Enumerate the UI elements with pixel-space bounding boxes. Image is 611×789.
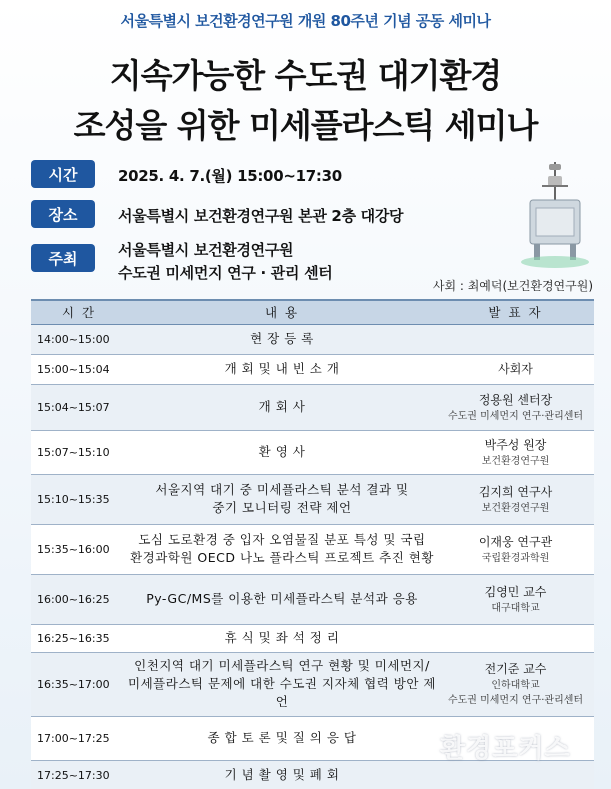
air-monitoring-station-icon <box>520 160 590 270</box>
speaker-name: 이재웅 연구관 <box>478 534 553 549</box>
row-speaker <box>437 652 594 716</box>
speaker-name: 김영민 교수 <box>484 584 547 599</box>
seminar-title-line2: 조성을 위한 미세플라스틱 세미나 <box>73 106 538 145</box>
row-content <box>127 430 437 474</box>
speaker-name: 전기준 교수 <box>484 662 547 676</box>
row-content <box>127 524 437 574</box>
row-content-line1: 개 회 사 <box>258 398 306 414</box>
row-speaker <box>437 384 594 430</box>
header-time: 시 간 <box>31 300 127 324</box>
row-content-line2: 환경과학원 OECD 나노 플라스틱 프로젝트 추진 현황 <box>130 550 434 565</box>
row-content-line2: 중기 모니터링 전략 제언 <box>212 500 352 515</box>
speaker-affiliation: 인하대학교 <box>491 680 540 691</box>
row-time: 16:35~17:00 <box>31 652 127 716</box>
schedule-table <box>31 299 594 789</box>
row-speaker <box>437 324 594 354</box>
time-label: 시간 <box>31 160 95 188</box>
seminar-title-line1: 지속가능한 수도권 대기환경 <box>109 56 502 95</box>
row-content <box>127 652 437 716</box>
row-content <box>127 354 437 384</box>
table-row <box>31 624 594 652</box>
table-row <box>31 384 594 430</box>
table-row <box>31 652 594 716</box>
moderator-note: 사회 : 최예덕(보건환경연구원) <box>432 279 593 293</box>
speaker-name: 정용원 센터장 <box>478 392 553 407</box>
row-content <box>127 324 437 354</box>
table-row <box>31 574 594 624</box>
watermark-logo: 환경포커스 <box>440 734 571 764</box>
row-content-line1: 종 합 토 론 및 질 의 응 답 <box>207 729 357 745</box>
row-time: 15:10~15:35 <box>31 474 127 524</box>
row-content <box>127 574 437 624</box>
speaker-affiliation-2: 수도권 미세먼지 연구·관리센터 <box>447 695 584 706</box>
row-time: 15:35~16:00 <box>31 524 127 574</box>
speaker-affiliation: 보건환경연구원 <box>481 455 550 467</box>
row-content-line2: 미세플라스틱 문제에 대한 수도권 지자체 협력 방안 제언 <box>128 675 436 710</box>
row-time: 16:25~16:35 <box>31 624 127 652</box>
row-content-line1: 휴 식 및 좌 석 정 리 <box>224 629 340 645</box>
row-content-line1: 기 념 촬 영 및 폐 회 <box>224 766 340 782</box>
row-speaker <box>437 574 594 624</box>
row-time: 15:04~15:07 <box>31 384 127 430</box>
table-row <box>31 524 594 574</box>
row-speaker <box>437 474 594 524</box>
speaker-name: 사회자 <box>498 362 533 376</box>
row-time: 17:00~17:25 <box>31 716 127 760</box>
speaker-affiliation: 대구대학교 <box>491 602 540 614</box>
row-content <box>127 624 437 652</box>
speaker-name: 김지희 연구사 <box>478 484 553 499</box>
row-content-line1: 인천지역 대기 미세플라스틱 연구 현황 및 미세먼지/ <box>134 657 430 673</box>
row-content-line1: 환 영 사 <box>258 443 306 459</box>
table-row <box>31 474 594 524</box>
row-speaker <box>437 524 594 574</box>
place-label: 장소 <box>31 200 95 228</box>
table-row <box>31 430 594 474</box>
table-header-row <box>31 300 594 324</box>
row-content <box>127 384 437 430</box>
row-speaker <box>437 624 594 652</box>
row-time: 15:07~15:10 <box>31 430 127 474</box>
speaker-affiliation: 보건환경연구원 <box>481 502 550 514</box>
speaker-affiliation: 국립환경과학원 <box>481 552 550 564</box>
row-content <box>127 760 437 789</box>
row-content-line1: 현 장 등 록 <box>250 330 314 346</box>
table-row <box>31 354 594 384</box>
row-speaker <box>437 430 594 474</box>
time-value: 2025. 4. 7.(월) 15:00~17:30 <box>118 167 342 185</box>
row-content-line1: 개 회 및 내 빈 소 개 <box>224 360 340 376</box>
row-content <box>127 474 437 524</box>
row-content-line1: 도심 도로환경 중 입자 오염물질 분포 특성 및 국립 <box>138 531 426 547</box>
host-value-line2: 수도권 미세먼지 연구 · 관리 센터 <box>118 264 333 282</box>
row-content-line1: Py-GC/MS를 이용한 미세플라스틱 분석과 응용 <box>146 590 418 606</box>
header-speaker: 발 표 자 <box>437 300 594 324</box>
header-content: 내 용 <box>127 300 437 324</box>
host-label: 주최 <box>31 244 95 272</box>
row-time: 16:00~16:25 <box>31 574 127 624</box>
event-subtitle: 서울특별시 보건환경연구원 개원 80주년 기념 공동 세미나 <box>120 12 491 30</box>
speaker-name: 박주성 원장 <box>484 437 547 452</box>
table-row <box>31 324 594 354</box>
speaker-affiliation: 수도권 미세먼지 연구·관리센터 <box>447 410 584 422</box>
row-speaker <box>437 354 594 384</box>
row-content-line1: 서울지역 대기 중 미세플라스틱 분석 결과 및 <box>155 481 409 497</box>
row-content <box>127 716 437 760</box>
row-time: 15:00~15:04 <box>31 354 127 384</box>
host-value-line1: 서울특별시 보건환경연구원 <box>118 241 294 259</box>
place-value: 서울특별시 보건환경연구원 본관 2층 대강당 <box>118 207 404 225</box>
row-time: 14:00~15:00 <box>31 324 127 354</box>
row-time: 17:25~17:30 <box>31 760 127 789</box>
